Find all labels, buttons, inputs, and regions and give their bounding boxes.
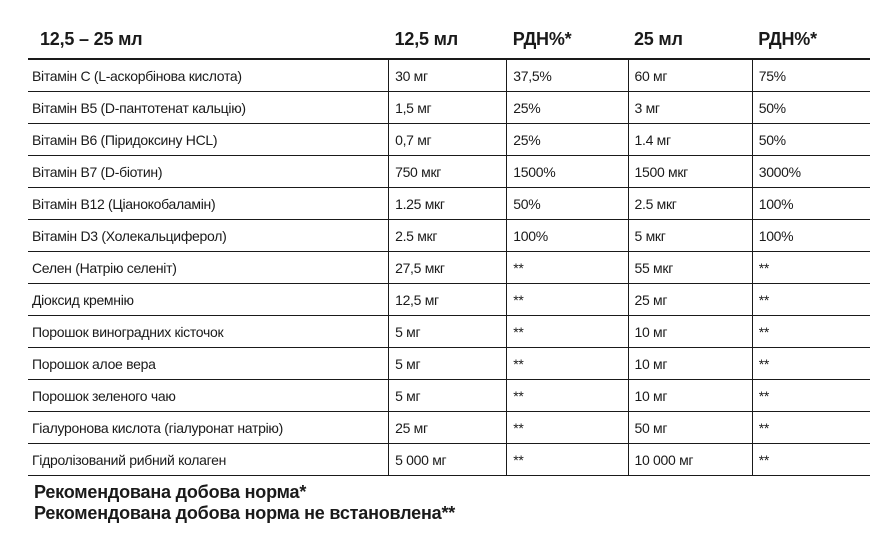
rdn-25-cell: ** xyxy=(752,380,870,412)
dose-12-5-cell: 750 мкг xyxy=(389,156,507,188)
dose-25-cell: 10 мг xyxy=(628,348,752,380)
dose-12-5-cell: 5 мг xyxy=(389,380,507,412)
dose-12-5-cell: 5 000 мг xyxy=(389,444,507,476)
dose-25-cell: 10 мг xyxy=(628,316,752,348)
table-row xyxy=(28,124,870,156)
ingredient-name-cell: Порошок алое вера xyxy=(28,348,389,380)
table-body xyxy=(28,59,870,476)
table-row xyxy=(28,156,870,188)
header-dosage-range: 12,5 – 25 мл xyxy=(40,28,143,49)
rdn-25-cell: ** xyxy=(752,252,870,284)
table-row xyxy=(28,188,870,220)
dose-25-cell: 25 мг xyxy=(628,284,752,316)
table-row xyxy=(28,380,870,412)
header-rdn-12-5: РДН%* xyxy=(512,28,572,49)
rdn-12-5-cell: ** xyxy=(507,348,628,380)
dose-12-5-cell: 27,5 мкг xyxy=(389,252,507,284)
table-row xyxy=(28,59,870,92)
ingredient-name-cell: Порошок зеленого чаю xyxy=(28,380,389,412)
rdn-25-cell: 3000% xyxy=(752,156,870,188)
rdn-12-5-cell: 25% xyxy=(507,92,628,124)
rdn-25-cell: 100% xyxy=(752,220,870,252)
rdn-12-5-cell: ** xyxy=(507,284,628,316)
rdn-25-cell: ** xyxy=(752,444,870,476)
dose-12-5-cell: 2.5 мкг xyxy=(389,220,507,252)
dose-25-cell: 10 000 мг xyxy=(628,444,752,476)
dose-12-5-cell: 1,5 мг xyxy=(389,92,507,124)
table-header-row xyxy=(28,22,870,59)
header-rdn-25: РДН%* xyxy=(758,28,817,49)
footnote-not-established: Рекомендована добова норма не встановлена** xyxy=(34,503,456,523)
rdn-25-cell: 50% xyxy=(752,124,870,156)
rdn-25-cell: 100% xyxy=(752,188,870,220)
ingredient-name-cell: Вітамін В12 (Ціанокобаламін) xyxy=(28,188,389,220)
header-dose-25: 25 мл xyxy=(634,28,683,49)
dose-25-cell: 1500 мкг xyxy=(628,156,752,188)
rdn-12-5-cell: ** xyxy=(507,412,628,444)
rdn-12-5-cell: 50% xyxy=(507,188,628,220)
rdn-12-5-cell: ** xyxy=(507,252,628,284)
rdn-25-cell: ** xyxy=(752,412,870,444)
dose-12-5-cell: 5 мг xyxy=(389,348,507,380)
rdn-12-5-cell: 100% xyxy=(507,220,628,252)
ingredient-name-cell: Вітамін В7 (D-біотин) xyxy=(28,156,389,188)
rdn-12-5-cell: 25% xyxy=(507,124,628,156)
rdn-12-5-cell: ** xyxy=(507,316,628,348)
table-row xyxy=(28,284,870,316)
footnote-rdn: Рекомендована добова норма* xyxy=(34,482,307,502)
ingredient-name-cell: Діоксид кремнію xyxy=(28,284,389,316)
table-row xyxy=(28,92,870,124)
dose-12-5-cell: 5 мг xyxy=(389,316,507,348)
footnotes xyxy=(34,482,455,524)
rdn-12-5-cell: 37,5% xyxy=(507,59,628,92)
dose-25-cell: 55 мкг xyxy=(628,252,752,284)
dose-12-5-cell: 12,5 мг xyxy=(389,284,507,316)
dose-25-cell: 10 мг xyxy=(628,380,752,412)
rdn-25-cell: ** xyxy=(752,348,870,380)
rdn-12-5-cell: 1500% xyxy=(507,156,628,188)
dose-12-5-cell: 25 мг xyxy=(389,412,507,444)
nutrition-table xyxy=(28,22,870,476)
table-row xyxy=(28,252,870,284)
table-row xyxy=(28,316,870,348)
rdn-25-cell: ** xyxy=(752,316,870,348)
ingredient-name-cell: Гідролізований рибний колаген xyxy=(28,444,389,476)
table-row xyxy=(28,444,870,476)
table-row xyxy=(28,348,870,380)
rdn-12-5-cell: ** xyxy=(507,444,628,476)
dose-25-cell: 50 мг xyxy=(628,412,752,444)
header-dose-12-5: 12,5 мл xyxy=(394,28,458,49)
dose-25-cell: 2.5 мкг xyxy=(628,188,752,220)
table-row xyxy=(28,220,870,252)
dose-25-cell: 5 мкг xyxy=(628,220,752,252)
ingredient-name-cell: Вітамін В6 (Піридоксину HCL) xyxy=(28,124,389,156)
ingredient-name-cell: Порошок виноградних кісточок xyxy=(28,316,389,348)
rdn-25-cell: 75% xyxy=(752,59,870,92)
dose-12-5-cell: 0,7 мг xyxy=(389,124,507,156)
rdn-25-cell: 50% xyxy=(752,92,870,124)
dose-25-cell: 3 мг xyxy=(628,92,752,124)
dose-12-5-cell: 1.25 мкг xyxy=(389,188,507,220)
dose-25-cell: 60 мг xyxy=(628,59,752,92)
ingredient-name-cell: Вітамін В5 (D-пантотенат кальцію) xyxy=(28,92,389,124)
ingredient-name-cell: Вітамін D3 (Холекальциферол) xyxy=(28,220,389,252)
rdn-25-cell: ** xyxy=(752,284,870,316)
table-row xyxy=(28,412,870,444)
dose-12-5-cell: 30 мг xyxy=(389,59,507,92)
rdn-12-5-cell: ** xyxy=(507,380,628,412)
ingredient-name-cell: Гіалуронова кислота (гіалуронат натрію) xyxy=(28,412,389,444)
dose-25-cell: 1.4 мг xyxy=(628,124,752,156)
ingredient-name-cell: Вітамін С (L-аскорбінова кислота) xyxy=(28,59,389,92)
ingredient-name-cell: Селен (Натрію селеніт) xyxy=(28,252,389,284)
